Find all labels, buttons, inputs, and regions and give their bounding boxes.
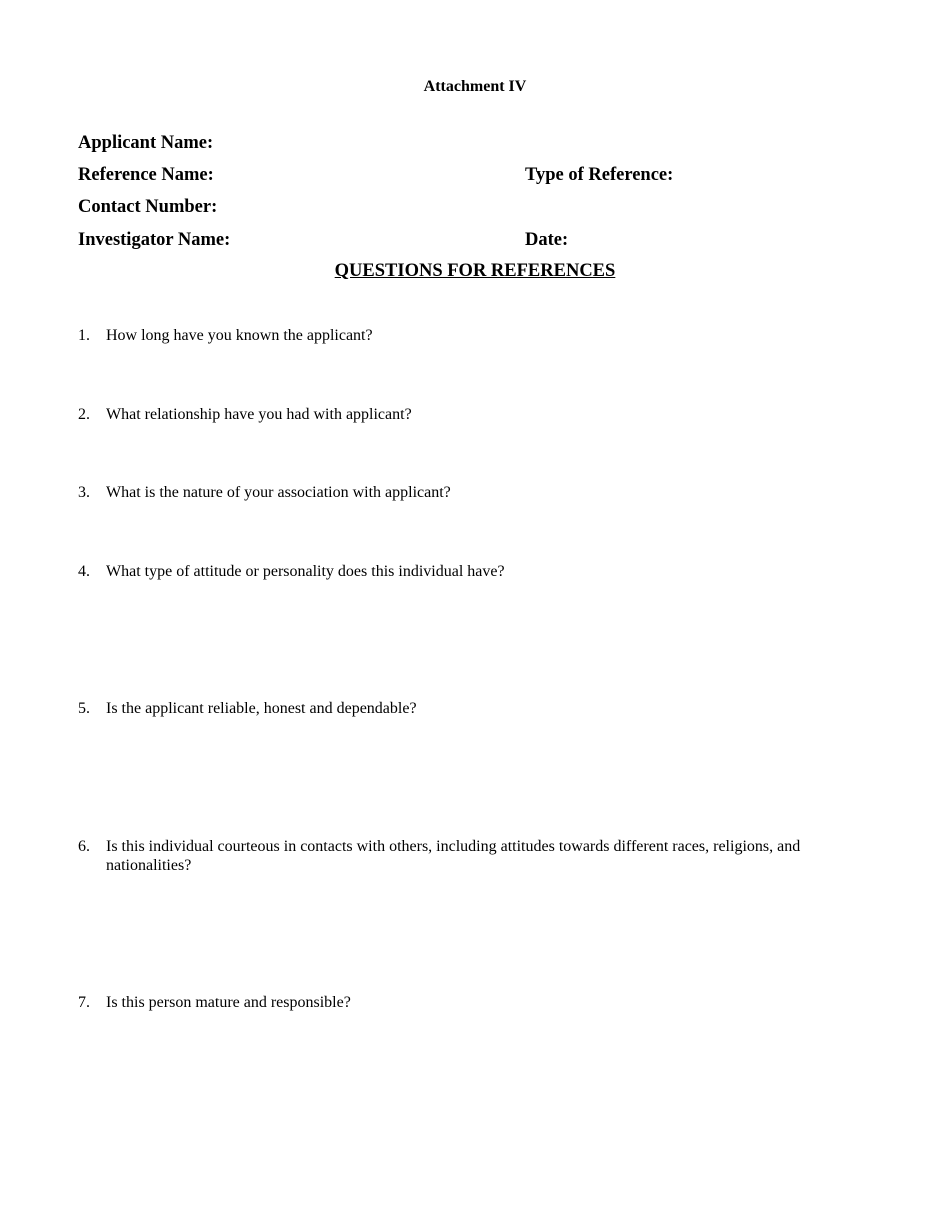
question-6 (78, 837, 878, 875)
question-number: 6. (78, 838, 90, 855)
section-title: QUESTIONS FOR REFERENCES (334, 261, 616, 281)
question-5 (78, 699, 878, 718)
question-text: Is this person mature and responsible? (106, 994, 351, 1011)
question-number: 7. (78, 994, 90, 1011)
question-1 (78, 326, 878, 345)
question-number: 1. (78, 327, 90, 344)
question-3 (78, 483, 878, 502)
question-text: What relationship have you had with applicant? (106, 406, 412, 423)
question-text: What type of attitude or personality does this individual have? (106, 563, 505, 580)
question-2 (78, 405, 878, 424)
type-of-reference-label: Type of Reference: (525, 165, 674, 185)
attachment-title: Attachment IV (423, 78, 527, 95)
question-7 (78, 993, 878, 1012)
date-label: Date: (525, 230, 569, 250)
reference-name-label: Reference Name: (78, 165, 214, 185)
question-text: Is the applicant reliable, honest and dependable? (106, 700, 417, 717)
question-number: 5. (78, 700, 90, 717)
investigator-name-label: Investigator Name: (78, 230, 231, 250)
question-number: 2. (78, 406, 90, 423)
applicant-name-label: Applicant Name: (78, 133, 214, 153)
question-text: Is this individual courteous in contacts with others, including attitudes towards different races, religions, and nationalities? (106, 838, 801, 874)
contact-number-label: Contact Number: (78, 197, 218, 217)
question-4 (78, 562, 878, 581)
question-text: How long have you known the applicant? (106, 327, 373, 344)
question-text: What is the nature of your association with applicant? (106, 484, 451, 501)
question-number: 4. (78, 563, 90, 580)
question-number: 3. (78, 484, 90, 501)
